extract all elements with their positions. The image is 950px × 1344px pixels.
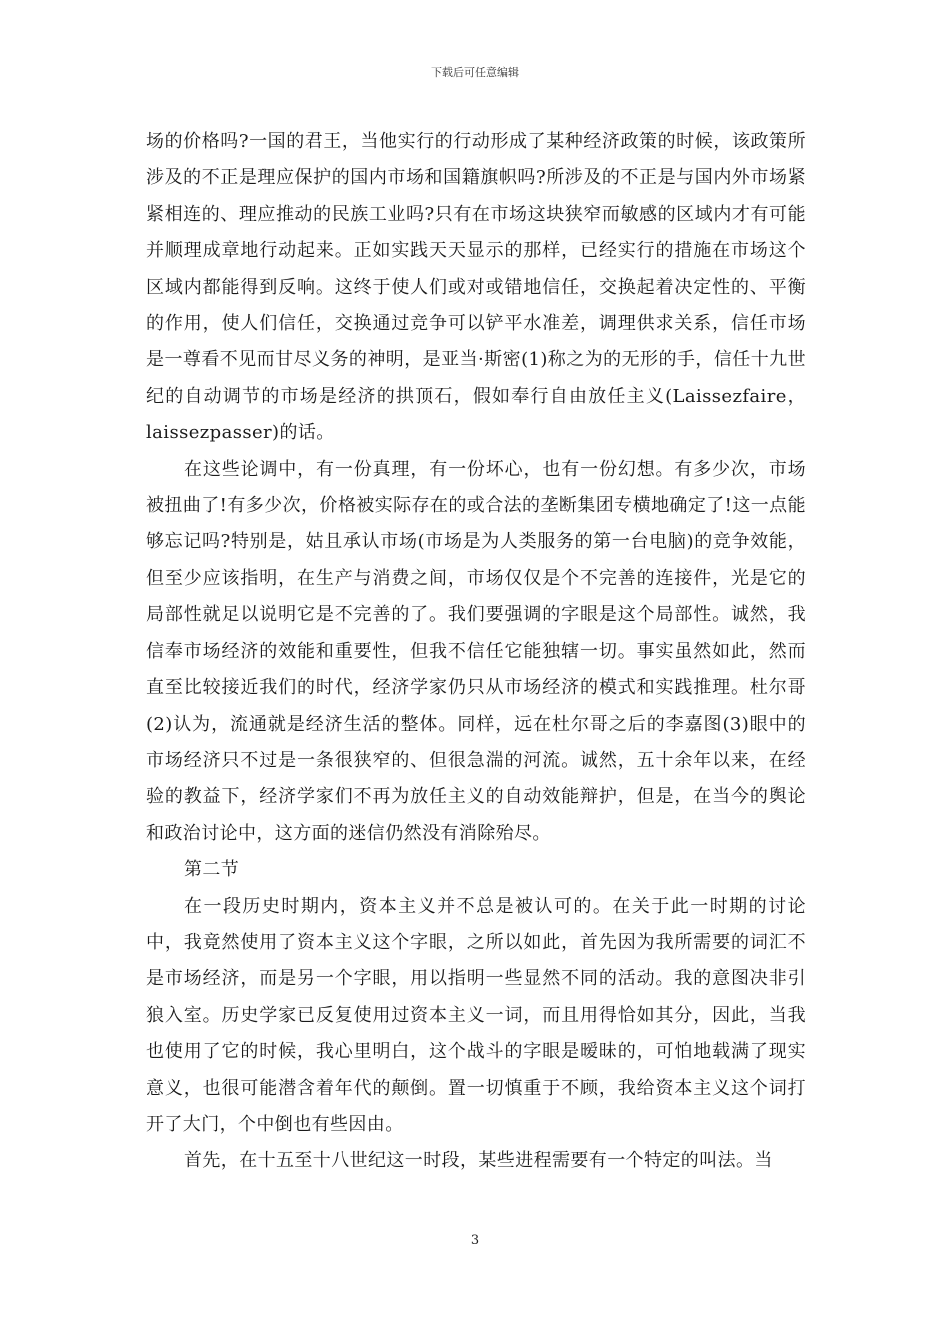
page-number: 3 [470, 1233, 480, 1248]
document-body [146, 124, 806, 1180]
paragraph: 在一段历史时期内，资本主义并不总是被认可的。在关于此一时期的讨论中，我竟然使用了资本主义这个字眼，之所以如此，首先因为我所需要的词汇不是市场经济，而是另一个字眼，用以指明一些显然不同的活动。我的意图决非引狼入室。历史学家已反复使用过资本主义一词，而且用得恰如其分，因此，当我也使用了它的时候，我心里明白，这个战斗的字眼是暧昧的，可怕地载满了现实意义，也很可能潜含着年代的颠倒。置一切慎重于不顾，我给资本主义这个词打开了大门，个中倒也有些因由。 [146, 895, 806, 1135]
section-heading: 第二节 [184, 859, 240, 881]
paragraph: 场的价格吗?一国的君王，当他实行的行动形成了某种经济政策的时候，该政策所涉及的不正是理应保护的国内市场和国籍旗帜吗?所涉及的不正是与国内外市场紧紧相连的、理应推动的民族工业吗?只有在市场这块狭窄而敏感的区域内才有可能并顺理成章地行动起来。正如实践天天显示的那样，已经实行的措施在市场这个区域内都能得到反响。这终于使人们或对或错地信任，交换起着决定性的、平衡的作用，使人们信任，交换通过竞争可以铲平水准差，调理供求关系，信任市场是一尊看不见而甘尽义务的神明，是亚当·斯密(1)称之为的无形的手，信任十九世纪的自动调节的市场是经济的拱顶石，假如奉行自由放任主义(Laissezfaire，laissezpasser)的话。 [146, 131, 806, 444]
paragraph: 首先，在十五至十八世纪这一时段，某些进程需要有一个特定的叫法。当 [184, 1150, 773, 1172]
page-header: 下载后可任意编辑 [431, 66, 519, 79]
paragraph: 在这些论调中，有一份真理，有一份坏心，也有一份幻想。有多少次，市场被扭曲了!有多少次，价格被实际存在的或合法的垄断集团专横地确定了!这一点能够忘记吗?特别是，姑且承认市场(市场是为人类服务的第一台电脑)的竞争效能，但至少应该指明，在生产与消费之间，市场仅仅是个不完善的连接件，光是它的局部性就足以说明它是不完善的了。我们要强调的字眼是这个局部性。诚然，我信奉市场经济的效能和重要性，但我不信任它能独辖一切。事实虽然如此，然而直至比较接近我们的时代，经济学家仍只从市场经济的模式和实践推理。杜尔哥(2)认为，流通就是经济生活的整体。同样，远在杜尔哥之后的李嘉图(3)眼中的市场经济只不过是一条很狭窄的、但很急湍的河流。诚然，五十余年以来，在经验的教益下，经济学家们不再为放任主义的自动效能辩护，但是，在当今的舆论和政治讨论中，这方面的迷信仍然没有消除殆尽。 [146, 458, 806, 844]
